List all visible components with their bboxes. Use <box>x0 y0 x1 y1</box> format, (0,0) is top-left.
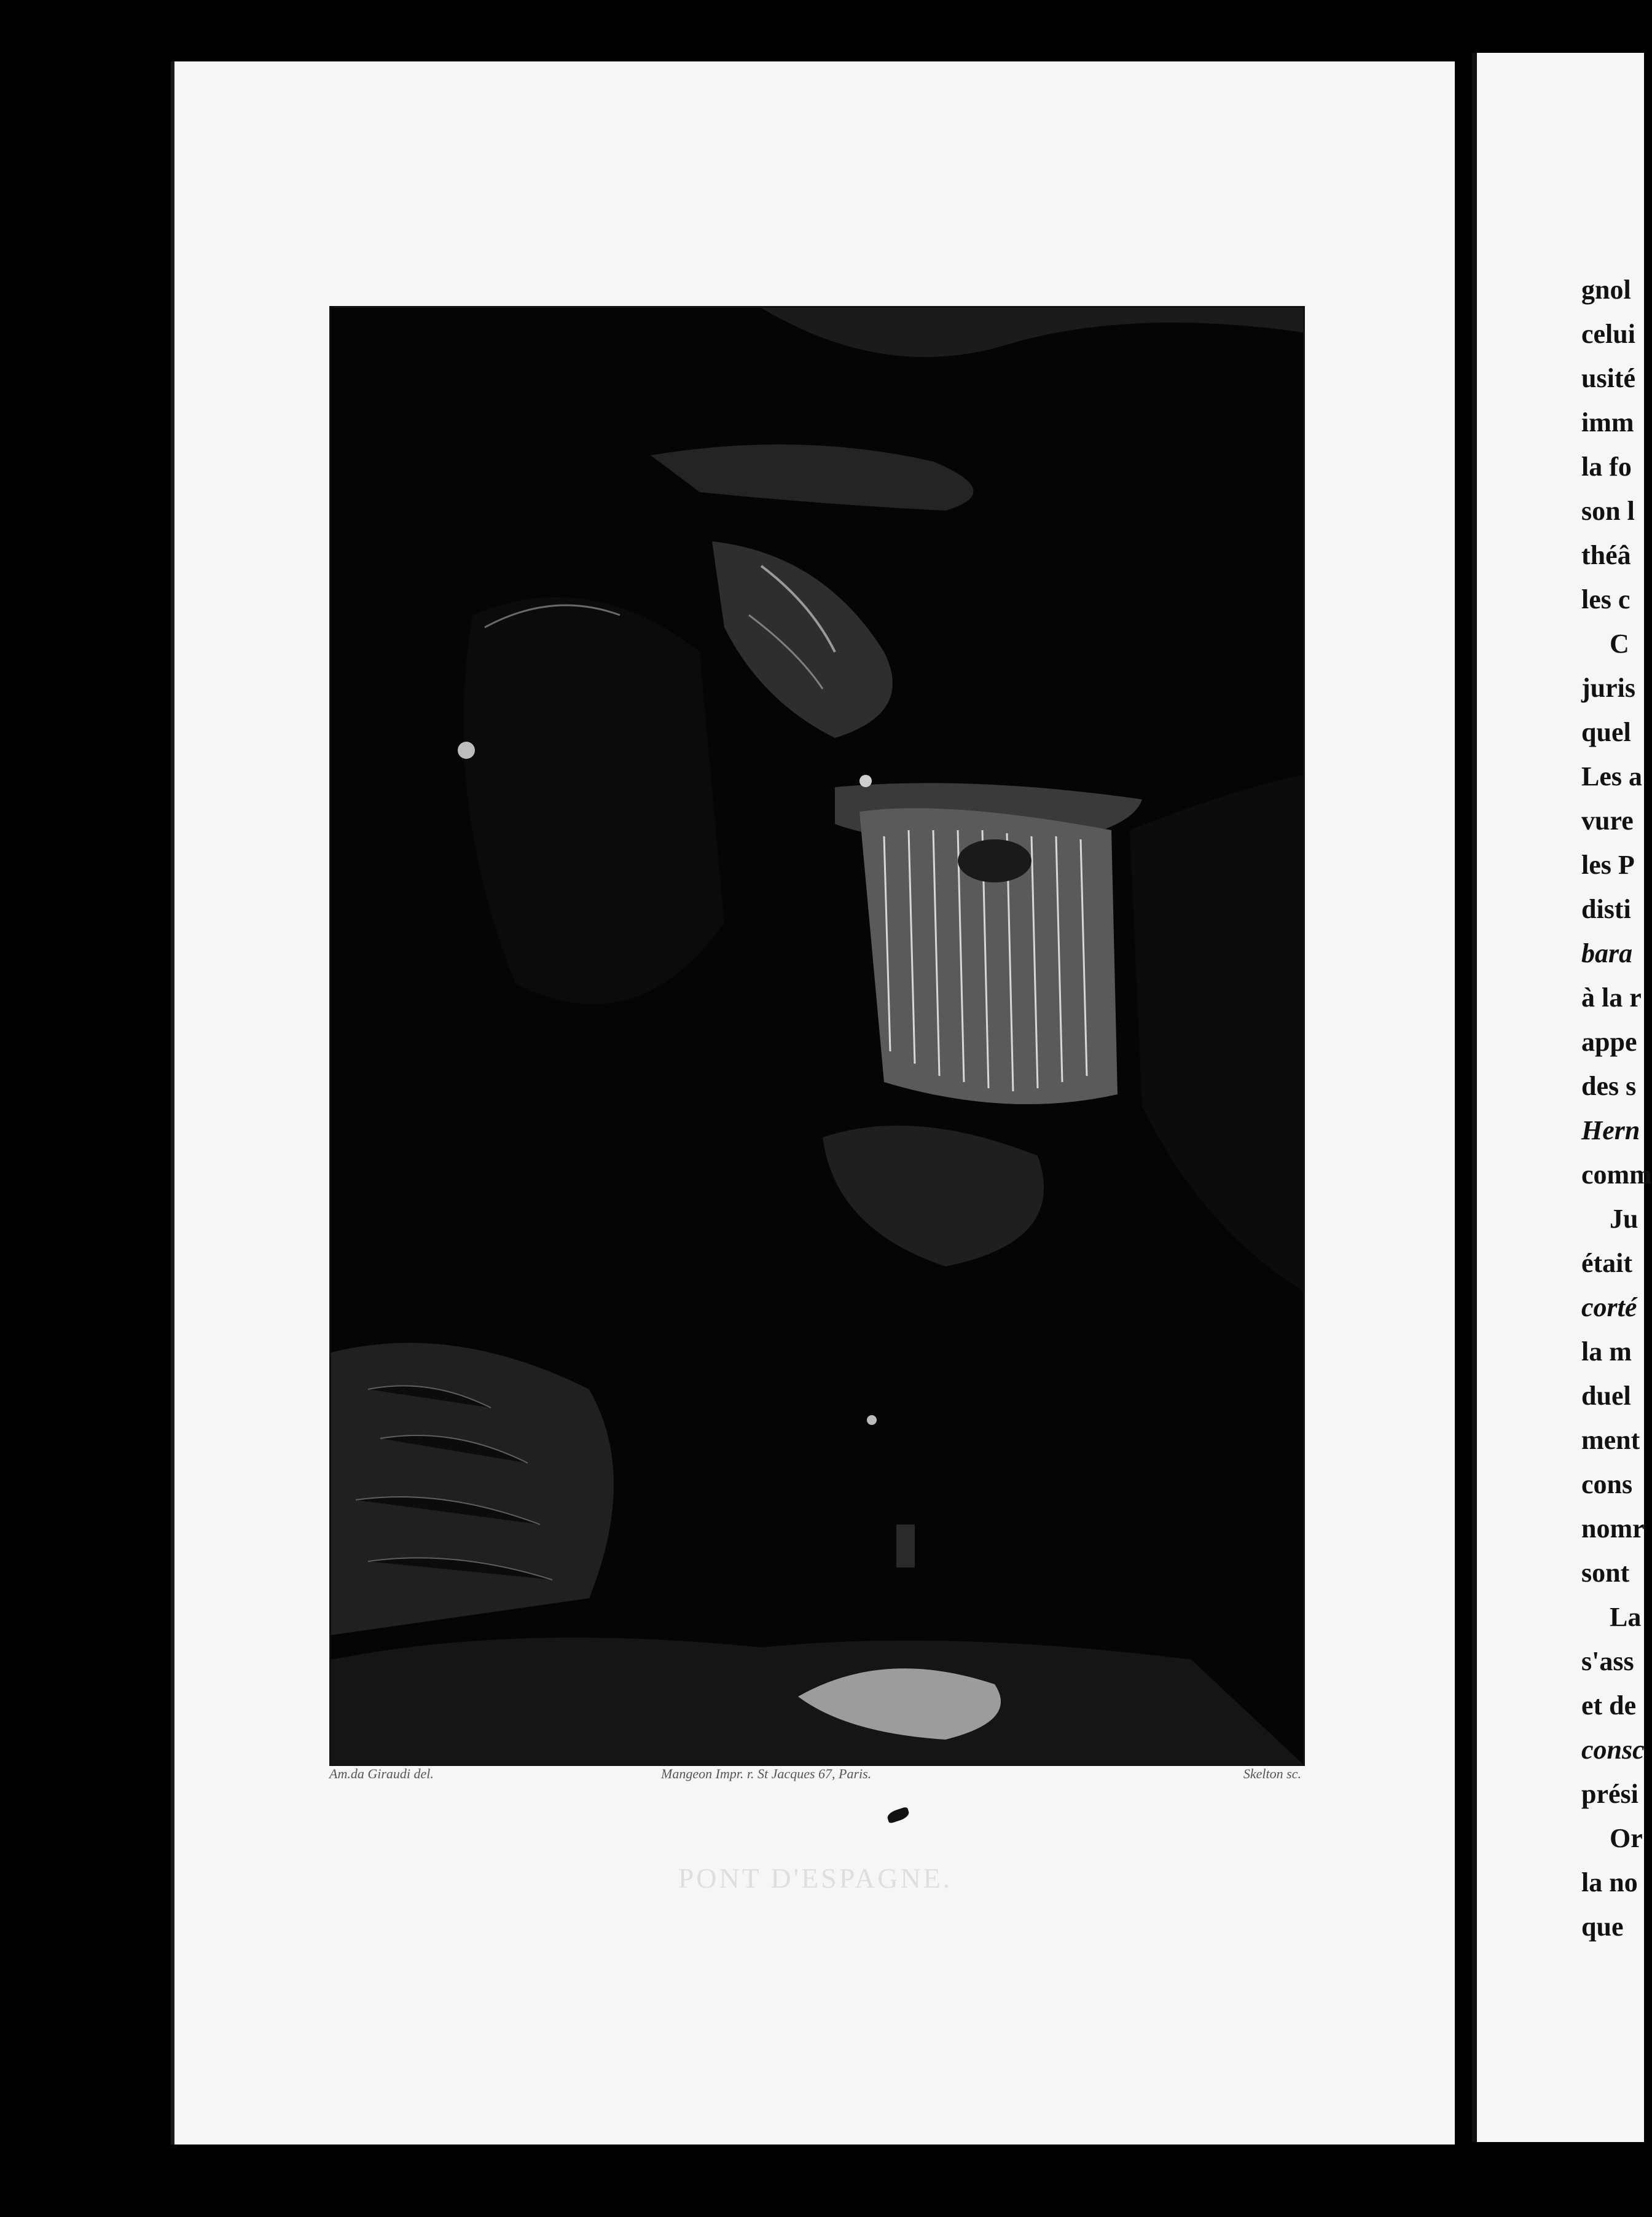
text-line: cons <box>1581 1469 1633 1499</box>
text-line: Hern <box>1581 1115 1640 1145</box>
text-line: théâ <box>1581 540 1631 570</box>
text-line: les P <box>1581 850 1635 880</box>
text-line: la m <box>1581 1336 1632 1367</box>
text-line: la fo <box>1581 452 1632 482</box>
plate-title: PONT D'ESPAGNE. <box>678 1862 953 1894</box>
text-line: juris <box>1581 673 1635 703</box>
text-line: nomr <box>1581 1513 1645 1544</box>
engraving-plate <box>329 306 1305 1766</box>
text-line: bara <box>1581 938 1633 968</box>
text-line: que <box>1581 1912 1624 1942</box>
text-line: quel <box>1581 717 1631 747</box>
text-line: imm <box>1581 407 1634 438</box>
text-line: La <box>1610 1602 1642 1632</box>
text-line: à la r <box>1581 983 1642 1013</box>
fleuron-ornament <box>886 1807 910 1824</box>
text-line: Or <box>1610 1823 1643 1853</box>
right-page <box>1472 53 1652 2142</box>
right-page-text <box>1581 268 1652 1949</box>
text-line: sont <box>1581 1558 1630 1588</box>
text-line: prési <box>1581 1779 1638 1809</box>
text-line: celui <box>1581 319 1635 349</box>
book-spine <box>1455 0 1472 2217</box>
text-line: comm <box>1581 1160 1652 1190</box>
text-line: les c <box>1581 584 1630 614</box>
text-line: appe <box>1581 1027 1637 1057</box>
text-line: Ju <box>1610 1204 1638 1234</box>
credit-artist: Am.da Giraudi del. <box>329 1766 434 1781</box>
text-line: consc <box>1581 1735 1645 1765</box>
text-line: corté <box>1581 1292 1637 1322</box>
text-line: Les a <box>1581 761 1642 791</box>
text-line: la no <box>1581 1867 1638 1897</box>
waterfall-engraving <box>331 308 1303 1764</box>
text-line: vure <box>1581 806 1634 836</box>
plate-credits <box>329 1764 1301 1788</box>
text-line: gnol <box>1581 275 1631 305</box>
text-line: son l <box>1581 496 1635 526</box>
text-line: duel <box>1581 1381 1631 1411</box>
text-line: C <box>1610 629 1629 659</box>
text-line: était <box>1581 1248 1633 1278</box>
credit-printer: Mangeon Impr. r. St Jacques 67, Paris. <box>661 1766 872 1781</box>
text-line: des s <box>1581 1071 1637 1101</box>
text-line: s'ass <box>1581 1646 1634 1676</box>
credit-engraver: Skelton sc. <box>1243 1766 1301 1781</box>
text-line: ment <box>1581 1425 1640 1455</box>
text-line: disti <box>1581 894 1631 924</box>
text-line: et de <box>1581 1690 1637 1721</box>
text-line: usité <box>1581 363 1635 393</box>
left-page <box>171 61 1458 2144</box>
